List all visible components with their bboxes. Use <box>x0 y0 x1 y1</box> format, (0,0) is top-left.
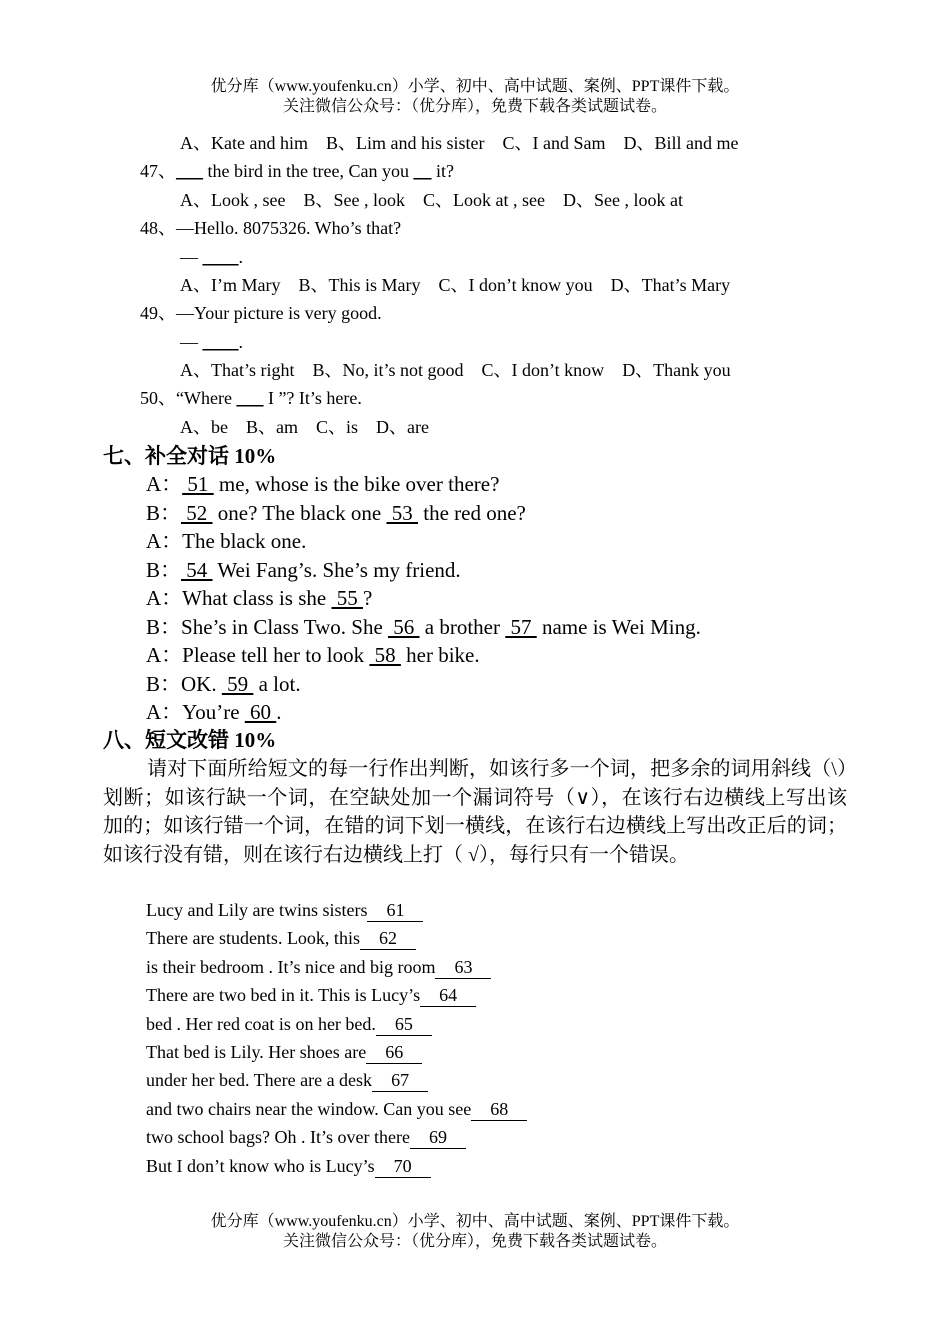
q48-dash: — <box>180 247 203 267</box>
dialogue-line <box>146 471 499 497</box>
dialogue-text: her bike. <box>400 643 480 667</box>
q47-text-2: it? <box>431 161 454 181</box>
q46-option-a: A、Kate and him <box>180 133 308 153</box>
dialogue-text: the red one? <box>417 500 526 525</box>
correction-line <box>146 956 491 979</box>
correction-line <box>146 1126 466 1149</box>
dialogue-blank[interactable]: 51 <box>182 472 214 496</box>
q49-option-c: C、I don’t know <box>481 360 605 380</box>
q47-option-b: B、See , look <box>303 190 405 210</box>
dialogue-line <box>146 614 701 640</box>
q48-stem <box>140 217 401 239</box>
q49-dash: — <box>180 332 203 352</box>
correction-line <box>146 1069 428 1092</box>
q49-option-b: B、No, it’s not good <box>312 360 464 380</box>
dialogue-text: OK. <box>181 671 222 696</box>
q47-number: 47、 <box>140 161 176 181</box>
section-8-title: 八、短文改错 10% <box>103 728 277 752</box>
dialogue-line <box>146 500 526 526</box>
correction-answer-blank[interactable]: 65 <box>376 1013 432 1036</box>
correction-line <box>146 1155 431 1178</box>
footer-line-1: 优分库（www.youfenku.cn）小学、初中、高中试题、案例、PPT课件下载。 <box>210 1213 740 1230</box>
dialogue-text: She’s in Class Two. She <box>181 614 389 639</box>
q48-option-d: D、That’s Mary <box>610 275 731 295</box>
dialogue-text: a brother <box>419 614 506 639</box>
q50-stem <box>140 387 362 409</box>
q48-end: . <box>238 247 243 267</box>
dialogue-blank[interactable]: 52 <box>181 500 213 525</box>
q46-option-b: B、Lim and his sister <box>325 133 485 153</box>
dialogue-speaker: B： <box>146 614 182 639</box>
dialogue-text: Please tell her to look <box>182 643 370 667</box>
dialogue-speaker: A： <box>146 472 183 496</box>
dialogue-text: . <box>276 700 282 724</box>
dialogue-speaker: B： <box>146 671 182 696</box>
dialogue-line <box>146 642 480 668</box>
q47-option-d: D、See , look at <box>562 190 683 210</box>
q48-blank: ____ <box>202 247 239 267</box>
dialogue-blank[interactable]: 60 <box>244 700 277 724</box>
correction-answer-blank[interactable]: 61 <box>367 899 423 922</box>
q49-option-d: D、Thank you <box>622 360 731 380</box>
dialogue-text: The black one. <box>182 529 307 553</box>
dialogue-blank[interactable]: 56 <box>388 614 420 639</box>
correction-answer-blank[interactable]: 67 <box>372 1069 428 1092</box>
q46-options <box>180 132 756 154</box>
correction-line-text: Lucy and Lily are twins sisters <box>146 900 368 920</box>
q47-text-1: the bird in the tree, Can you <box>203 161 414 181</box>
dialogue-text: You’re <box>182 700 245 724</box>
correction-line <box>146 899 423 922</box>
q49-answer-line <box>180 331 243 353</box>
correction-line-text: two school bags? Oh . It’s over there <box>146 1127 410 1148</box>
dialogue-text: Wei Fang’s. She’s my friend. <box>212 557 461 582</box>
q50-options <box>180 416 447 438</box>
dialogue-text: name is Wei Ming. <box>536 614 701 639</box>
correction-line-text: There are two bed in it. This is Lucy’s <box>146 985 421 1006</box>
q48-line-1: —Hello. 8075326. Who’s that? <box>176 218 402 238</box>
correction-line <box>146 927 416 950</box>
q49-number: 49、 <box>140 303 176 323</box>
q47-option-c: C、Look at , see <box>422 190 545 210</box>
correction-line <box>146 1041 422 1064</box>
q49-option-a: A、That’s right <box>180 360 295 380</box>
q47-blank-2: __ <box>413 161 432 181</box>
dialogue-blank[interactable]: 57 <box>505 614 537 639</box>
correction-answer-blank[interactable]: 68 <box>471 1098 527 1121</box>
dialogue-line <box>146 557 461 583</box>
correction-answer-blank[interactable]: 63 <box>435 956 491 979</box>
q50-option-d: D、are <box>376 417 429 437</box>
q48-answer-line <box>180 246 243 268</box>
q47-stem <box>140 160 454 182</box>
q46-option-d: D、Bill and me <box>623 133 739 153</box>
dialogue-blank[interactable]: 58 <box>369 643 401 667</box>
q50-number: 50、 <box>140 388 176 408</box>
dialogue-text: a lot. <box>253 671 301 696</box>
section-7-title: 七、补全对话 10% <box>103 444 277 468</box>
q46-option-c: C、I and Sam <box>502 133 606 153</box>
dialogue-text: ? <box>362 586 373 610</box>
dialogue-speaker: A： <box>146 529 183 553</box>
q48-option-a: A、I’m Mary <box>180 275 281 295</box>
q47-blank-1: ___ <box>176 161 203 181</box>
dialogue-speaker: B： <box>146 557 182 582</box>
dialogue-speaker: A： <box>146 700 183 724</box>
correction-line-text: and two chairs near the window. Can you see <box>146 1098 472 1119</box>
correction-answer-blank[interactable]: 69 <box>410 1126 466 1149</box>
q50-text-1: “Where <box>176 388 237 408</box>
q50-text-2: I ”? It’s here. <box>263 388 362 408</box>
dialogue-speaker: A： <box>146 586 183 610</box>
dialogue-text: me, whose is the bike over there? <box>213 472 500 496</box>
header-line-2: 关注微信公众号：（优分库），免费下载各类试题试卷。 <box>282 98 667 115</box>
correction-line <box>146 1098 527 1121</box>
footer-line-2: 关注微信公众号：（优分库），免费下载各类试题试卷。 <box>282 1233 667 1250</box>
q50-option-a: A、be <box>180 417 228 437</box>
q48-option-b: B、This is Mary <box>298 275 421 295</box>
correction-answer-blank[interactable]: 70 <box>375 1155 431 1178</box>
q48-options <box>180 274 748 296</box>
q49-stem <box>140 302 382 324</box>
q48-number: 48、 <box>140 218 176 238</box>
dialogue-speaker: A： <box>146 643 183 667</box>
section-8-instructions: 请对下面所给短文的每一行作出判断，如该行多一个词，把多余的词用斜线（\）划断；如该行缺一个词，在空缺处加一个漏词符号（∨），在该行右边横线上写出该加的；如该行错一个词，在错的词下划一横线，在该行右边横线上写出改正后的词；如该行没有错，则在该行右边横线上打（ √），每行只有一个错误。 <box>103 758 847 866</box>
q49-blank: ____ <box>202 332 239 352</box>
correction-line <box>146 1013 432 1036</box>
correction-answer-blank[interactable]: 66 <box>366 1041 422 1064</box>
correction-line-text: is their bedroom . It’s nice and big room <box>146 956 436 977</box>
q48-option-c: C、I don’t know you <box>438 275 593 295</box>
dialogue-line <box>146 671 301 697</box>
correction-line-text: That bed is Lily. Her shoes are <box>146 1042 367 1062</box>
header-line-1: 优分库（www.youfenku.cn）小学、初中、高中试题、案例、PPT课件下载。 <box>210 78 740 95</box>
correction-answer-blank[interactable]: 64 <box>420 984 476 1007</box>
q49-line-1: —Your picture is very good. <box>176 303 382 323</box>
q50-option-c: C、is <box>316 417 359 437</box>
correction-line <box>146 984 476 1007</box>
q49-options <box>180 359 749 381</box>
correction-line-text: There are students. Look, this <box>146 928 360 949</box>
correction-line-text: under her bed. There are a desk <box>146 1070 373 1091</box>
correction-answer-blank[interactable]: 62 <box>360 927 416 950</box>
dialogue-line <box>146 585 372 611</box>
dialogue-blank[interactable]: 54 <box>181 557 213 582</box>
dialogue-line <box>146 699 282 725</box>
correction-line-text: bed . Her red coat is on her bed. <box>146 1013 376 1034</box>
dialogue-blank[interactable]: 59 <box>221 671 254 696</box>
correction-line-text: But I don’t know who is Lucy’s <box>146 1155 375 1176</box>
dialogue-blank[interactable]: 55 <box>331 586 363 610</box>
q47-options <box>180 189 701 211</box>
q47-option-a: A、Look , see <box>180 190 286 210</box>
dialogue-text: What class is she <box>182 586 332 610</box>
dialogue-line <box>146 528 306 554</box>
q49-end: . <box>238 332 243 352</box>
dialogue-text: one? The black one <box>212 500 387 525</box>
q50-blank: ___ <box>236 388 264 408</box>
dialogue-blank[interactable]: 53 <box>386 500 418 525</box>
dialogue-speaker: B： <box>146 500 182 525</box>
q50-option-b: B、am <box>246 417 298 437</box>
